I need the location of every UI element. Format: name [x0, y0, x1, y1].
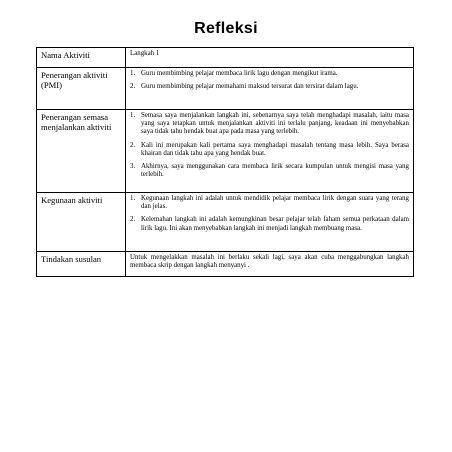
item-number: 1.	[130, 195, 136, 202]
follow-up-text: Untuk mengelakkan masalah ini berlaku sekali lagi, saya akan cuba menggabungkan langkah membaca skrip dengan langkah menyanyi .	[130, 254, 409, 270]
item-number: 2.	[130, 216, 136, 224]
table-row-usage	[37, 193, 414, 252]
page-title: Refleksi	[194, 20, 258, 37]
during-activity-list	[130, 112, 409, 179]
item-text: Semasa saya menjalankan langkah ini, sebenarnya saya telah menghadapi masalah, iaitu masa yang saya tetapkan untuk menjalankan aktiviti ini terlalu panjang, keadaan ini menyebabkan saya tidak tahu hendak buat apa pada masa yang terlebih.	[141, 112, 409, 136]
reflection-table	[36, 47, 414, 277]
table-row-activity-name	[37, 48, 414, 68]
usage-list	[130, 195, 409, 233]
item-text: Kali ini merupakan kali pertama saya menghadapi masalah tentang masa lebih. Saya berasa khairan dan tidak tahu apa yang hendak buat.	[141, 141, 409, 157]
item-number: 2.	[130, 83, 136, 91]
item-text: Kelemahan langkah ini adalah kemungkinan besar pelajar telah faham semua perkataan dalam lirik lagu. Ini akan menyebabkan langkah ini menjadi langkah membuang masa.	[141, 216, 409, 232]
list-item	[130, 83, 409, 91]
table-row-during-activity	[37, 110, 414, 193]
row-label: Penerangan semasa menjalankan aktiviti	[37, 110, 126, 193]
row-value	[126, 68, 414, 110]
table-row-follow-up	[37, 252, 414, 277]
row-value	[126, 252, 414, 277]
list-item	[130, 142, 409, 158]
activity-name-value: Langkah 1	[130, 50, 160, 57]
list-item	[130, 195, 409, 211]
item-text: Guru membimbing pelajar membaca lirik lagu dengan mengikut irama.	[141, 70, 338, 77]
row-label: Nama Aktiviti	[37, 48, 126, 68]
list-item	[130, 163, 409, 179]
item-number: 1.	[130, 70, 136, 77]
list-item	[130, 216, 409, 232]
item-text: Kegunaan langkah ini adalah untuk mendidik pelajar membaca lirik dengan suara yang terang dan jelas.	[141, 195, 409, 211]
item-text: Akhirnya, saya menggunakan cara membaca lirik secara kumpulan untuk mengisi masa yang terlebih.	[141, 163, 409, 179]
item-number: 1.	[130, 112, 136, 119]
row-value	[126, 193, 414, 252]
item-number: 2.	[130, 141, 136, 149]
pmi-list	[130, 70, 409, 91]
row-label: Tindakan susulan	[37, 252, 126, 277]
list-item	[130, 70, 409, 78]
item-number: 3.	[130, 163, 136, 171]
list-item	[130, 112, 409, 137]
row-label: Penerangan aktiviti (PMI)	[37, 68, 126, 110]
row-value	[126, 48, 414, 68]
row-label: Kegunaan aktiviti	[37, 193, 126, 252]
item-text: Guru membimbing pelajar memahami maksud tersurat dan tersirat dalam lagu.	[141, 83, 359, 91]
table-row-pmi	[37, 68, 414, 110]
row-value	[126, 110, 414, 193]
